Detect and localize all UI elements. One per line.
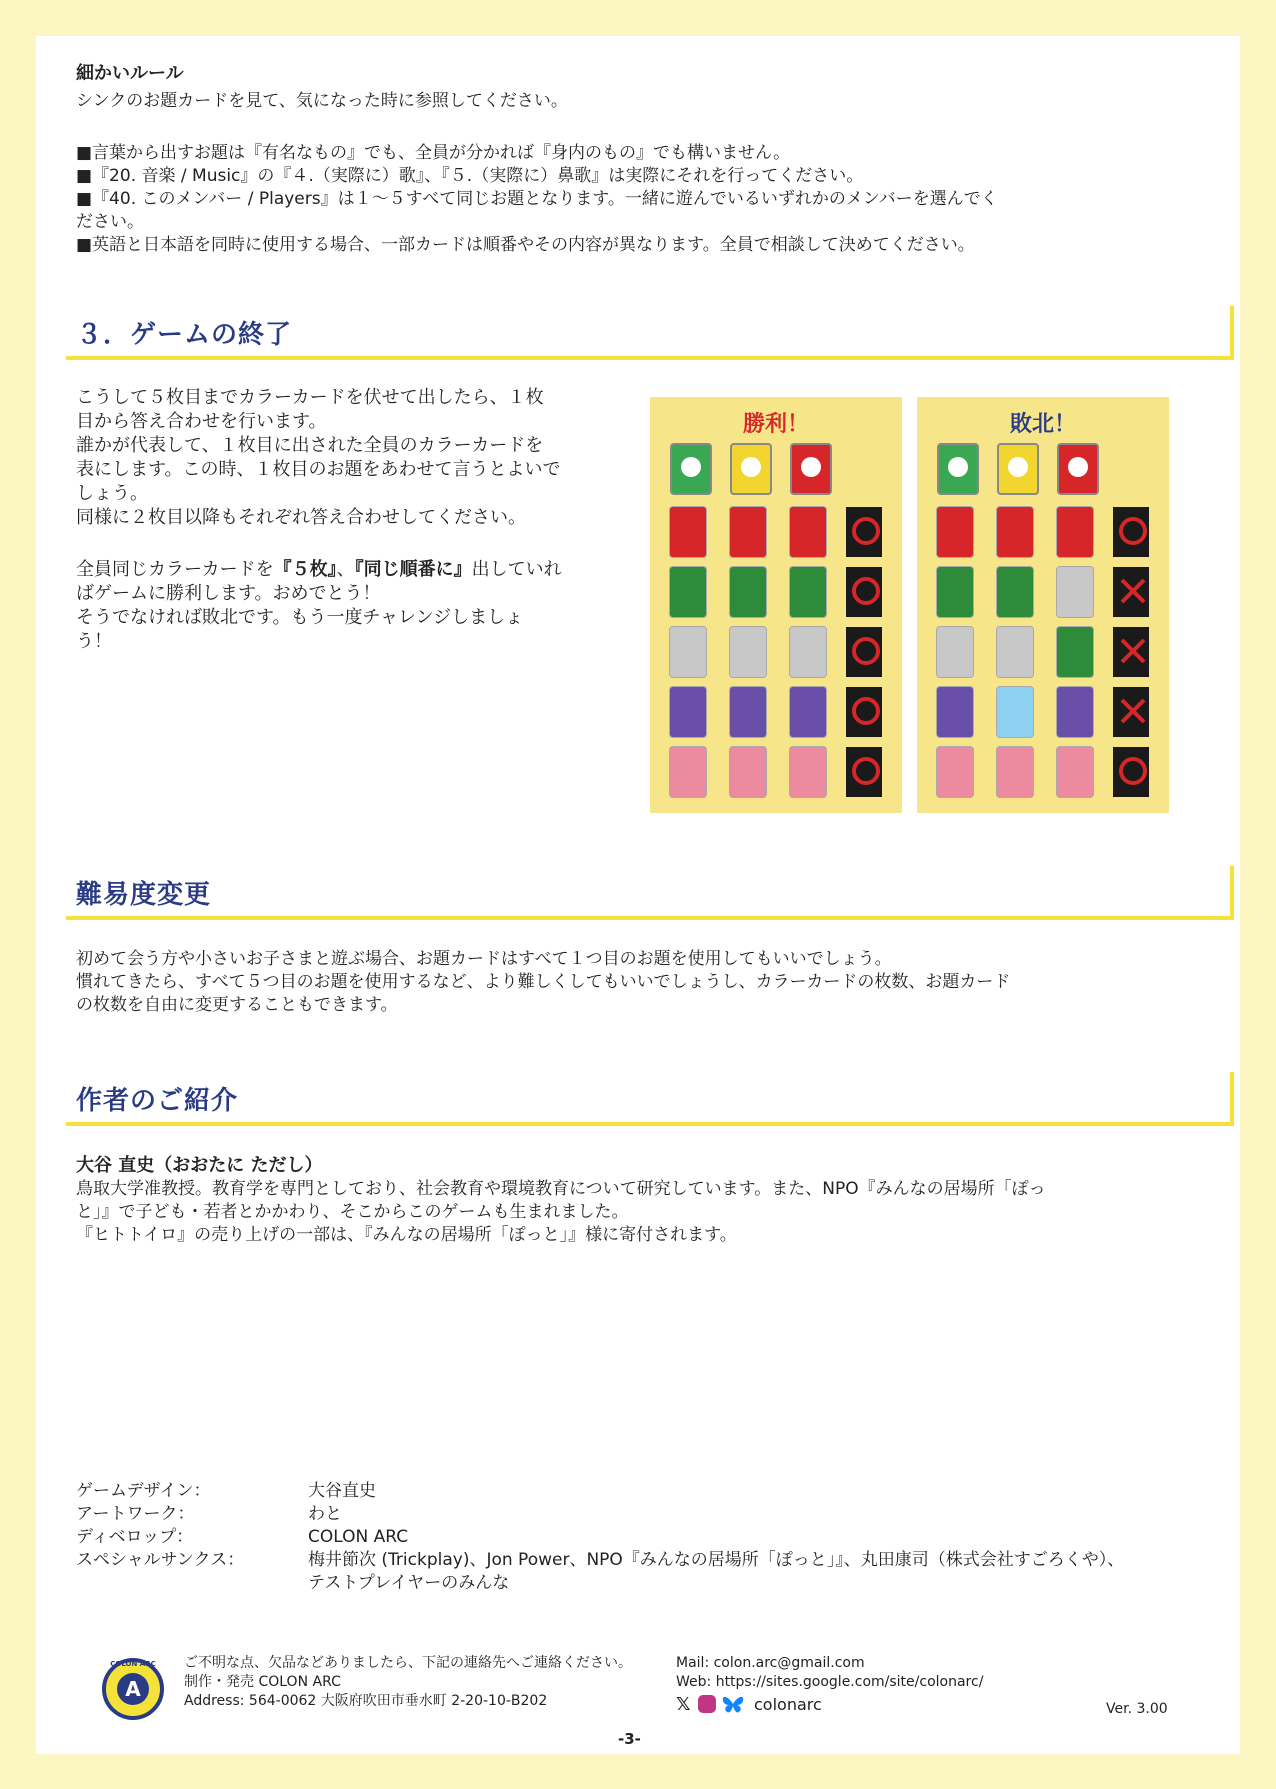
player-face-icon xyxy=(741,457,761,477)
credit-value: 梅井節次 (Trickplay)、Jon Power、NPO『みんなの居場所「ぽっと」』、丸田康司（株式会社すごろくや）、 テストプレイヤーのみんな xyxy=(308,1550,1125,1593)
lose-topic-card xyxy=(1113,507,1149,557)
win-color-card xyxy=(790,747,826,797)
game-end-paragraph-1: こうして５枚目までカラーカードを伏せて出したら、１枚 目から答え合わせを行います。 誰かが代表して、１枚目に出された全員のカラーカードを 表にします。この時、１枚目のお題をあわせて言うとよいで しょう。 同様に２枚目以降もそれぞれ答え合わせしてください。 xyxy=(76,387,561,528)
win-color-card xyxy=(790,507,826,557)
social-handle: colonarc xyxy=(754,1695,822,1714)
page-number: -3- xyxy=(618,1730,641,1748)
win-color-card xyxy=(730,687,766,737)
lose-color-card xyxy=(1057,627,1093,677)
lose-color-card xyxy=(997,627,1033,677)
win-color-card xyxy=(730,747,766,797)
win-color-card xyxy=(670,627,706,677)
player-face-icon xyxy=(801,457,821,477)
win-color-card xyxy=(670,567,706,617)
version-label: Ver. 3.00 xyxy=(1106,1701,1168,1717)
player-face-icon xyxy=(681,457,701,477)
rules-intro: シンクのお題カードを見て、気になった時に参照してください。 xyxy=(76,91,568,111)
player-face-icon xyxy=(1008,457,1028,477)
cross-mark-icon xyxy=(1117,575,1149,607)
win-topic-card xyxy=(846,747,882,797)
circle-mark-icon xyxy=(850,635,882,667)
player-face-icon xyxy=(1068,457,1088,477)
win-topic-card xyxy=(846,567,882,617)
instagram-icon[interactable] xyxy=(698,1695,716,1713)
credit-role: スペシャルサンクス： xyxy=(76,1550,245,1570)
lose-color-card xyxy=(937,687,973,737)
cross-mark-icon xyxy=(1117,635,1149,667)
footer-mail[interactable]: Mail: colon.arc@gmail.com xyxy=(676,1655,865,1671)
circle-mark-icon xyxy=(1117,515,1149,547)
text-run: 全員同じカラーカードを xyxy=(76,559,274,580)
win-color-card xyxy=(790,567,826,617)
social-row xyxy=(676,1694,976,1716)
win-color-card xyxy=(730,627,766,677)
circle-mark-icon xyxy=(850,755,882,787)
win-topic-card xyxy=(846,507,882,557)
rule-item: ■言葉から出すお題は『有名なもの』でも、全員が分かれば『身内のもの』でも構いません。 xyxy=(76,143,791,163)
section-underline-tick xyxy=(1230,306,1234,360)
x-icon[interactable]: 𝕏 xyxy=(676,1694,691,1715)
lose-color-card xyxy=(937,567,973,617)
win-color-card xyxy=(670,507,706,557)
emphasis-same-order: 『同じ順番に』 xyxy=(354,559,472,580)
credit-value: COLON ARC xyxy=(308,1527,409,1547)
colon-arc-logo xyxy=(102,1658,164,1720)
player-face-icon xyxy=(948,457,968,477)
lose-color-card xyxy=(997,687,1033,737)
win-topic-card xyxy=(846,687,882,737)
lose-topic-card xyxy=(1113,747,1149,797)
section-underline xyxy=(66,356,1234,360)
lose-player-card xyxy=(997,443,1039,495)
lose-color-card xyxy=(997,747,1033,797)
page xyxy=(36,36,1240,1754)
win-player-card xyxy=(730,443,772,495)
credits xyxy=(76,1480,1226,1595)
difficulty-text: 初めて会う方や小さいお子さまと遊ぶ場合、お題カードはすべて１つ目のお題を使用してもいいでしょう。 慣れてきたら、すべて５つ目のお題を使用するなど、より難しくしてもいいでしょうし、カラーカードの枚数、お題カード の枚数を自由に変更することもできます。 xyxy=(76,949,1011,1015)
section-title-author: 作者のご紹介 xyxy=(76,1086,239,1116)
win-color-card xyxy=(730,567,766,617)
footer-web[interactable]: Web: https://sites.google.com/site/colonarc/ xyxy=(676,1674,984,1690)
lose-color-card xyxy=(937,627,973,677)
win-color-card xyxy=(730,507,766,557)
credit-role: ゲームデザイン： xyxy=(76,1481,211,1501)
win-label: 勝利！ xyxy=(742,412,809,437)
rule-item: ■『20. 音楽 / Music』の『４.（実際に）歌』、『５.（実際に）鼻歌』は実際にそれを行ってください。 xyxy=(76,166,864,186)
text-run: 、 xyxy=(336,559,355,580)
rule-item: ■『40. このメンバー / Players』は１～５すべて同じお題となります。一緒に遊んでいるいずれかのメンバーを選んでく ださい。 xyxy=(76,189,998,232)
section-underline xyxy=(66,1122,1234,1126)
credit-row xyxy=(76,1503,1226,1526)
lose-color-card xyxy=(1057,687,1093,737)
lose-player-card xyxy=(937,443,979,495)
lose-color-card xyxy=(937,507,973,557)
lose-topic-card xyxy=(1113,687,1149,737)
section-underline xyxy=(66,916,1234,920)
lose-label: 敗北！ xyxy=(1009,412,1076,437)
lose-color-card xyxy=(997,507,1033,557)
section-title-difficulty: 難易度変更 xyxy=(76,880,212,910)
win-color-card xyxy=(790,687,826,737)
credit-role: ディベロップ： xyxy=(76,1527,194,1547)
lose-color-card xyxy=(937,747,973,797)
rule-item: ■英語と日本語を同時に使用する場合、一部カードは順番やその内容が異なります。全員で相談して決めてください。 xyxy=(76,235,975,255)
game-end-paragraph-2 xyxy=(76,558,616,654)
lose-example-panel xyxy=(917,397,1169,813)
logo-text: COLON ARC xyxy=(110,1660,156,1668)
credit-value: 大谷直史 xyxy=(308,1481,376,1501)
win-color-card xyxy=(790,627,826,677)
cross-mark-icon xyxy=(1117,695,1149,727)
section-underline-tick xyxy=(1230,1072,1234,1126)
win-player-card xyxy=(670,443,712,495)
circle-mark-icon xyxy=(850,695,882,727)
credit-row xyxy=(76,1549,1226,1595)
lose-color-card xyxy=(1057,507,1093,557)
lose-color-card xyxy=(997,567,1033,617)
credit-row xyxy=(76,1480,1226,1503)
lose-color-card xyxy=(1057,567,1093,617)
lose-color-card xyxy=(1057,747,1093,797)
text-run: 出していれ ばゲームに勝利します。おめでとう！ そうでなければ敗北です。もう一度チャレンジしましょ う！ xyxy=(76,559,562,652)
author-name: 大谷 直史（おおたに ただし） xyxy=(76,1155,323,1176)
section-title-game-end: ３．ゲームの終了 xyxy=(76,320,293,350)
lose-topic-card xyxy=(1113,627,1149,677)
bluesky-icon[interactable] xyxy=(722,1695,744,1715)
win-player-card xyxy=(790,443,832,495)
credit-role: アートワーク： xyxy=(76,1504,195,1524)
rules-list xyxy=(76,142,1196,257)
footer-maker: 制作・発売 COLON ARC xyxy=(184,1674,341,1690)
section-underline-tick xyxy=(1230,866,1234,920)
author-bio: 鳥取大学准教授。教育学を専門としており、社会教育や環境教育について研究しています。また、NPO『みんなの居場所「ぽっ と」』で子ども・若者とかかわり、そこからこのゲームも生まれました。 『ヒトトイロ』の売り上げの一部は、『みんなの居場所「ぽっと」』様に寄付されます。 xyxy=(76,1179,1046,1245)
footer-note: ご不明な点、欠品などありましたら、下記の連絡先へご連絡ください。 xyxy=(184,1655,632,1671)
credit-row xyxy=(76,1526,1226,1549)
circle-mark-icon xyxy=(850,575,882,607)
credit-value: わと xyxy=(308,1504,342,1524)
lose-topic-card xyxy=(1113,567,1149,617)
win-color-card xyxy=(670,687,706,737)
lose-player-card xyxy=(1057,443,1099,495)
circle-mark-icon xyxy=(850,515,882,547)
logo-letter: A xyxy=(117,1673,149,1705)
win-topic-card xyxy=(846,627,882,677)
circle-mark-icon xyxy=(1117,755,1149,787)
footer-address: Address: 564-0062 大阪府吹田市垂水町 2-20-10-B202 xyxy=(184,1693,548,1709)
rules-heading: 細かいルール xyxy=(76,63,184,84)
win-example-panel xyxy=(650,397,902,813)
emphasis-five-cards: 『５枚』 xyxy=(273,559,337,580)
win-color-card xyxy=(670,747,706,797)
